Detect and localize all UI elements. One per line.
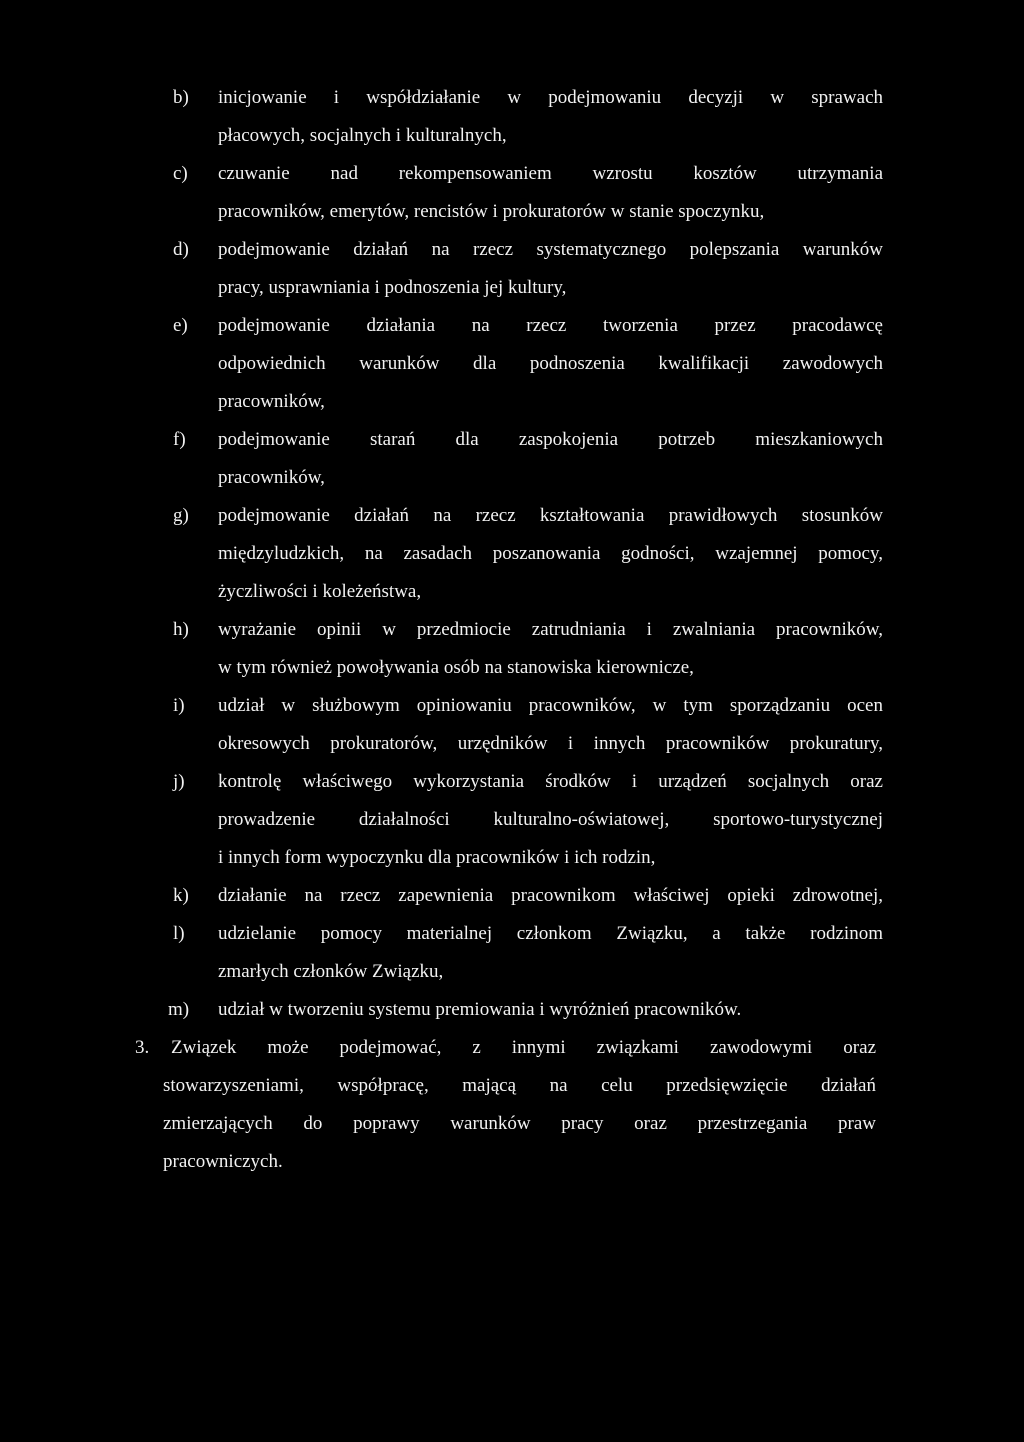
list-item-line: kontrolę właściwego wykorzystania środków i urządzeń socjalnych oraz <box>218 771 883 792</box>
list-item-line: działanie na rzecz zapewnienia pracownikom właściwej opieki zdrowotnej, <box>218 885 883 906</box>
list-item-line: udzielanie pomocy materialnej członkom Związku, a także rodzinom <box>218 923 883 944</box>
list-marker: c) <box>173 163 188 184</box>
list-marker: m) <box>168 999 190 1020</box>
list-item-line: pracy, usprawniania i podnoszenia jej kultury, <box>218 277 567 298</box>
list-marker: e) <box>173 315 188 336</box>
list-item-line: podejmowanie starań dla zaspokojenia potrzeb mieszkaniowych <box>218 429 883 450</box>
list-item-line: okresowych prokuratorów, urzędników i innych pracowników prokuratury, <box>218 733 883 754</box>
list-item-line: inicjowanie i współdziałanie w podejmowaniu decyzji w sprawach <box>218 87 883 108</box>
list-marker: i) <box>173 695 185 716</box>
list-item-line: zmarłych członków Związku, <box>218 961 444 982</box>
list-marker: l) <box>173 923 185 944</box>
list-marker: h) <box>173 619 189 640</box>
list-item-line: w tym również powoływania osób na stanowiska kierownicze, <box>218 657 694 678</box>
list-item-line: płacowych, socjalnych i kulturalnych, <box>218 125 507 146</box>
list-item-line: udział w tworzeniu systemu premiowania i wyróżnień pracowników. <box>218 999 742 1020</box>
list-item-line: pracowników, <box>218 391 325 412</box>
list-marker: f) <box>173 429 186 450</box>
list-item-line: życzliwości i koleżeństwa, <box>218 581 422 602</box>
list-item-line: podejmowanie działań na rzecz kształtowania prawidłowych stosunków <box>218 505 883 526</box>
paragraph-line: stowarzyszeniami, współpracę, mającą na celu przedsięwzięcie działań <box>163 1075 876 1096</box>
list-item-line: międzyludzkich, na zasadach poszanowania godności, wzajemnej pomocy, <box>218 543 883 564</box>
paragraph-number: 3. <box>135 1037 150 1058</box>
list-item-line: odpowiednich warunków dla podnoszenia kwalifikacji zawodowych <box>218 353 883 374</box>
paragraph-line: Związek może podejmować, z innymi związkami zawodowymi oraz <box>171 1037 876 1058</box>
list-item-line: czuwanie nad rekompensowaniem wzrostu kosztów utrzymania <box>218 163 883 184</box>
list-item-line: prowadzenie działalności kulturalno-oświatowej, sportowo-turystycznej <box>218 809 883 830</box>
list-marker: d) <box>173 239 189 260</box>
list-marker: g) <box>173 505 189 526</box>
list-item-line: podejmowanie działania na rzecz tworzenia przez pracodawcę <box>218 315 883 336</box>
list-item-line: pracowników, emerytów, rencistów i prokuratorów w stanie spoczynku, <box>218 201 765 222</box>
list-item-line: udział w służbowym opiniowaniu pracowników, w tym sporządzaniu ocen <box>218 695 883 716</box>
list-marker: j) <box>173 771 185 792</box>
paragraph-line: pracowniczych. <box>163 1151 283 1172</box>
paragraph-line: zmierzających do poprawy warunków pracy oraz przestrzegania praw <box>163 1113 876 1134</box>
list-item-line: wyrażanie opinii w przedmiocie zatrudniania i zwalniania pracowników, <box>218 619 883 640</box>
list-item-line: pracowników, <box>218 467 325 488</box>
list-marker: k) <box>173 885 189 906</box>
list-item-line: podejmowanie działań na rzecz systematycznego polepszania warunków <box>218 239 883 260</box>
list-item-line: i innych form wypoczynku dla pracowników i ich rodzin, <box>218 847 656 868</box>
list-marker: b) <box>173 87 189 108</box>
